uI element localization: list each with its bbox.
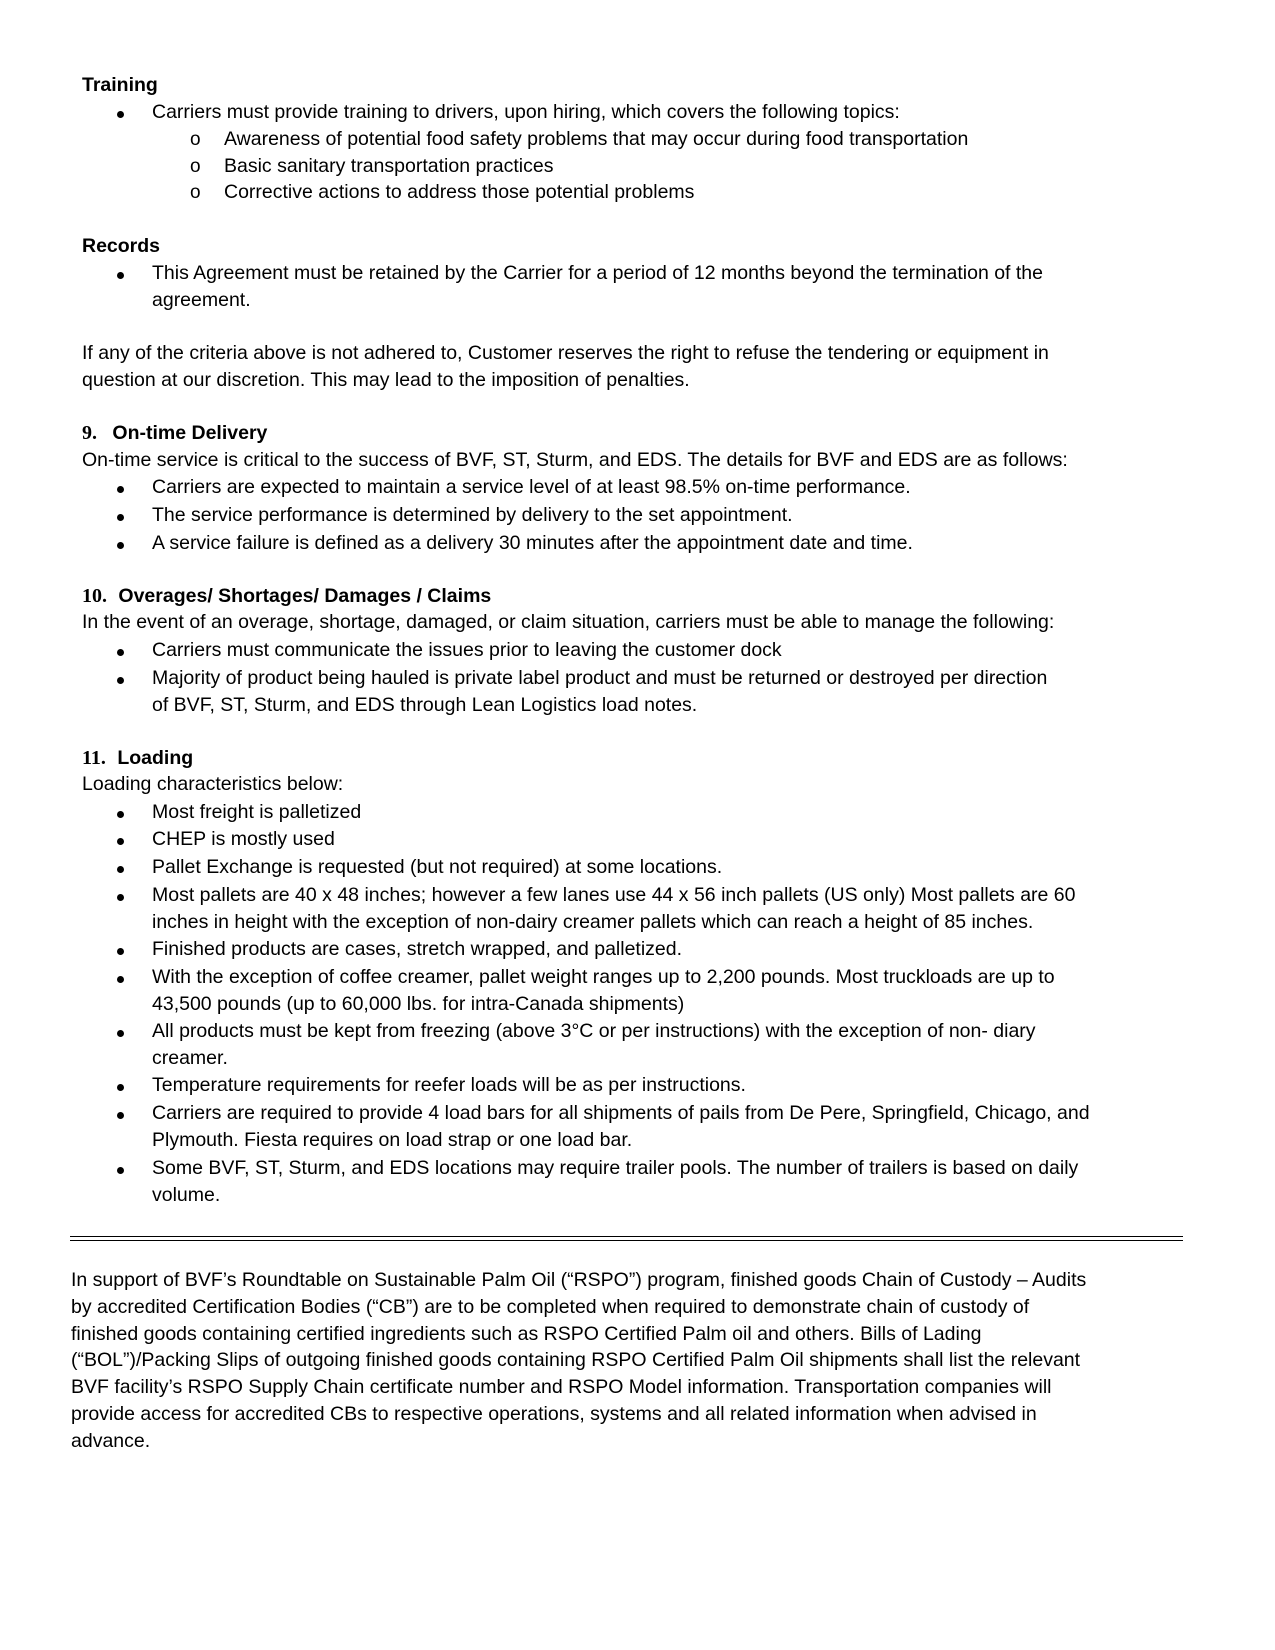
section9-bullet: The service performance is determined by delivery to the set appointment.: [152, 504, 793, 526]
section11-bullet: CHEP is mostly used: [152, 828, 335, 850]
bullet-icon: [117, 514, 124, 521]
bullet-icon: [117, 894, 124, 901]
section11-heading: [82, 745, 193, 772]
rspo-line: provide access for accredited CBs to respective operations, systems and all related information when advised in: [71, 1403, 1037, 1425]
bullet-icon: [117, 677, 124, 684]
section11-bullet-line1: Most pallets are 40 x 48 inches; however a few lanes use 44 x 56 inch pallets (US only) Most pallets are 60: [152, 884, 1076, 906]
divider-top-line: [70, 1236, 1183, 1237]
training-subitem: Basic sanitary transportation practices: [224, 155, 554, 177]
bullet-icon: [117, 948, 124, 955]
training-subitem: Awareness of potential food safety problems that may occur during food transportation: [224, 128, 969, 150]
section11-number: 11.: [82, 747, 106, 769]
section11-bullet: Most freight is palletized: [152, 801, 362, 823]
section10-number: 10.: [82, 585, 107, 607]
section11-bullet-line1: Some BVF, ST, Sturm, and EDS locations may require trailer pools. The number of trailers is based on daily: [152, 1157, 1079, 1179]
section10-bullet: Carriers must communicate the issues prior to leaving the customer dock: [152, 639, 782, 661]
section11-bullet: Temperature requirements for reefer loads will be as per instructions.: [152, 1074, 746, 1096]
bullet-icon: [117, 1112, 124, 1119]
section11-bullet-line2: inches in height with the exception of non-dairy creamer pallets which can reach a height of 85 inches.: [152, 911, 1034, 933]
rspo-line: BVF facility’s RSPO Supply Chain certificate number and RSPO Model information. Transportation companies will: [71, 1376, 1052, 1398]
divider-bottom-line: [70, 1240, 1183, 1241]
bullet-icon: [117, 111, 124, 118]
criteria-line2: question at our discretion. This may lead to the imposition of penalties.: [82, 369, 690, 391]
rspo-line: In support of BVF’s Roundtable on Sustainable Palm Oil (“RSPO”) program, finished goods Chain of Custody – Audits: [71, 1269, 1087, 1291]
records-heading: Records: [82, 235, 161, 257]
section11-title: Loading: [117, 747, 194, 769]
bullet-icon: [117, 486, 124, 493]
circle-bullet-icon: o: [190, 156, 201, 177]
section10-title: Overages/ Shortages/ Damages / Claims: [118, 585, 492, 607]
section11-bullet-line2: 43,500 pounds (up to 60,000 lbs. for intra-Canada shipments): [152, 993, 685, 1015]
bullet-icon: [117, 1030, 124, 1037]
bullet-icon: [117, 542, 124, 549]
section11-bullet-line2: volume.: [152, 1184, 221, 1206]
bullet-icon: [117, 1167, 124, 1174]
circle-bullet-icon: o: [190, 129, 201, 150]
bullet-icon: [117, 1084, 124, 1091]
section11-intro: Loading characteristics below:: [82, 773, 344, 795]
training-bullet: Carriers must provide training to drivers, upon hiring, which covers the following topics:: [152, 101, 900, 123]
section10-bullet-line2: of BVF, ST, Sturm, and EDS through Lean Logistics load notes.: [152, 694, 698, 716]
section11-bullet-line2: Plymouth. Fiesta requires on load strap or one load bar.: [152, 1129, 633, 1151]
section10-heading: [82, 583, 491, 610]
section9-heading: [82, 420, 267, 447]
bullet-icon: [117, 272, 124, 279]
section11-bullet-line1: With the exception of coffee creamer, pallet weight ranges up to 2,200 pounds. Most truckloads are up to: [152, 966, 1055, 988]
records-bullet-line1: This Agreement must be retained by the Carrier for a period of 12 months beyond the termination of the: [152, 262, 1043, 284]
criteria-line1: If any of the criteria above is not adhered to, Customer reserves the right to refuse the tendering or equipment in: [82, 342, 1049, 364]
section10-intro: In the event of an overage, shortage, damaged, or claim situation, carriers must be able to manage the following:: [82, 611, 1055, 633]
bullet-icon: [117, 649, 124, 656]
bullet-icon: [117, 976, 124, 983]
training-heading: Training: [82, 74, 158, 96]
training-subitem: Corrective actions to address those potential problems: [224, 181, 695, 203]
rspo-line: finished goods containing certified ingredients such as RSPO Certified Palm oil and others. Bills of Lading: [71, 1323, 982, 1345]
section11-bullet: Finished products are cases, stretch wrapped, and palletized.: [152, 938, 683, 960]
bullet-icon: [117, 811, 124, 818]
section9-bullet: Carriers are expected to maintain a service level of at least 98.5% on-time performance.: [152, 476, 911, 498]
section9-intro: On-time service is critical to the success of BVF, ST, Sturm, and EDS. The details for BVF and EDS are as follows:: [82, 449, 1068, 471]
section9-bullet: A service failure is defined as a delivery 30 minutes after the appointment date and time.: [152, 532, 913, 554]
records-bullet-line2: agreement.: [152, 289, 251, 311]
section11-bullet-line1: Carriers are required to provide 4 load bars for all shipments of pails from De Pere, Springfield, Chicago, and: [152, 1102, 1090, 1124]
section9-number: 9.: [82, 422, 97, 444]
section11-bullet-line2: creamer.: [152, 1047, 228, 1069]
rspo-line: by accredited Certification Bodies (“CB”) are to be completed when required to demonstrate chain of custody of: [71, 1296, 1030, 1318]
circle-bullet-icon: o: [190, 182, 201, 203]
section11-bullet: Pallet Exchange is requested (but not required) at some locations.: [152, 856, 723, 878]
section11-bullet-line1: All products must be kept from freezing (above 3°C or per instructions) with the exception of non- diary: [152, 1020, 1036, 1042]
rspo-line: advance.: [71, 1430, 151, 1452]
rspo-line: (“BOL”)/Packing Slips of outgoing finished goods containing RSPO Certified Palm Oil shipments shall list the relevant: [71, 1349, 1081, 1371]
bullet-icon: [117, 838, 124, 845]
section9-title: On-time Delivery: [112, 422, 268, 444]
bullet-icon: [117, 866, 124, 873]
section10-bullet-line1: Majority of product being hauled is private label product and must be returned or destroyed per direction: [152, 667, 1048, 689]
